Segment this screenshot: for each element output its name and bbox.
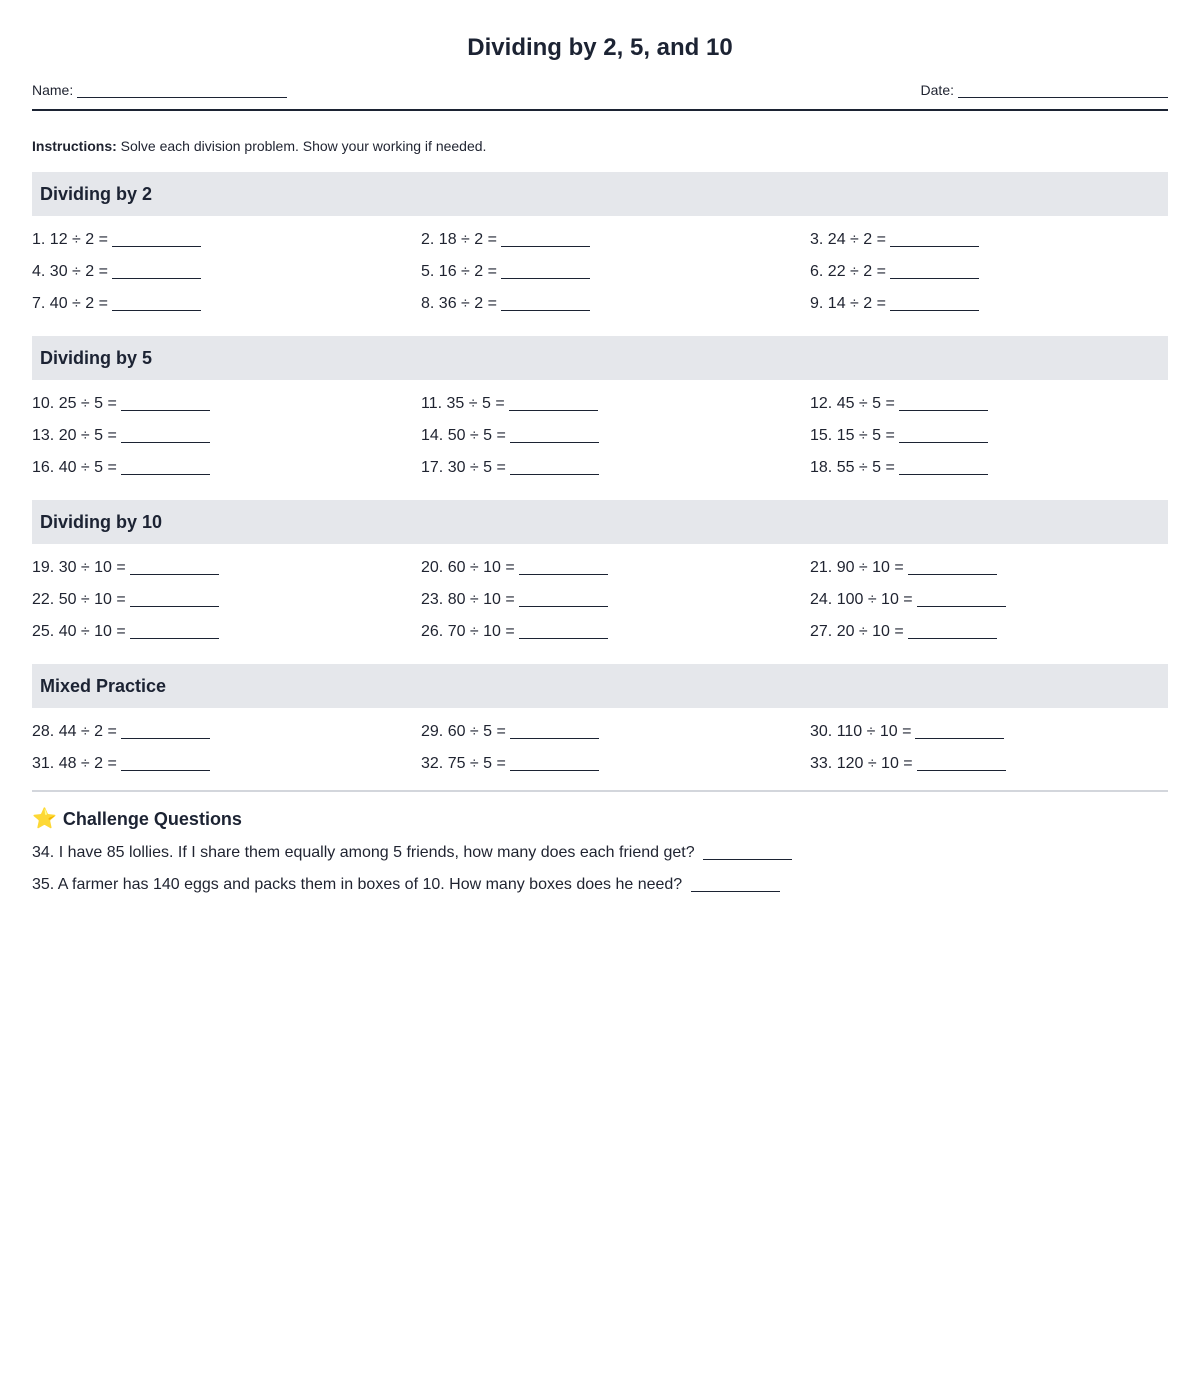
challenge-title: Challenge Questions [62,809,242,829]
divider [32,790,1168,792]
problem-text: 7. 40 ÷ 2 = [32,295,108,312]
answer-blank[interactable] [908,621,997,639]
answer-blank[interactable] [917,589,1006,607]
problem-sections [32,172,1168,790]
problem-text: 2. 18 ÷ 2 = [421,231,497,248]
problem-item [32,457,421,489]
problem-text: 13. 20 ÷ 5 = [32,427,117,444]
problem-item [32,261,421,293]
answer-blank[interactable] [501,229,590,247]
problem-grid [32,708,1168,785]
answer-blank[interactable] [899,425,988,443]
answer-blank[interactable] [890,293,979,311]
answer-blank[interactable] [510,425,599,443]
problem-text: 17. 30 ÷ 5 = [421,459,506,476]
answer-blank[interactable] [915,721,1004,739]
section-spacer [32,653,1168,664]
problem-text: 23. 80 ÷ 10 = [421,591,515,608]
problem-item [421,557,810,589]
section-header: Dividing by 2 [32,172,1168,216]
problem-grid [32,544,1168,653]
section-spacer [32,325,1168,336]
problem-text: 19. 30 ÷ 10 = [32,559,126,576]
challenge-question-text: 35. A farmer has 140 eggs and packs them in boxes of 10. How many boxes does he need? [32,876,683,893]
problem-text: 30. 110 ÷ 10 = [810,723,912,740]
problem-text: 6. 22 ÷ 2 = [810,263,886,280]
answer-blank[interactable] [501,293,590,311]
problem-text: 8. 36 ÷ 2 = [421,295,497,312]
problem-text: 18. 55 ÷ 5 = [810,459,895,476]
problem-text: 24. 100 ÷ 10 = [810,591,913,608]
name-label: Name: [32,82,74,98]
problem-text: 12. 45 ÷ 5 = [810,395,895,412]
problem-item [810,753,1168,785]
problem-grid [32,216,1168,325]
problem-item [421,753,810,785]
challenge-heading [32,806,1168,832]
answer-blank[interactable] [519,557,608,575]
name-blank[interactable] [77,79,287,98]
answer-blank[interactable] [121,425,210,443]
problem-grid [32,380,1168,489]
problem-text: 5. 16 ÷ 2 = [421,263,497,280]
problem-item [810,721,1168,753]
problem-item [810,261,1168,293]
problem-item [32,589,421,621]
answer-blank[interactable] [509,393,598,411]
problem-item [810,457,1168,489]
problem-item [810,621,1168,653]
problem-item [810,557,1168,589]
section-header: Dividing by 10 [32,500,1168,544]
answer-blank[interactable] [130,589,219,607]
problem-text: 26. 70 ÷ 10 = [421,623,515,640]
problem-text: 3. 24 ÷ 2 = [810,231,886,248]
problem-text: 20. 60 ÷ 10 = [421,559,515,576]
answer-blank[interactable] [917,753,1006,771]
answer-blank[interactable] [519,621,608,639]
problem-text: 4. 30 ÷ 2 = [32,263,108,280]
answer-blank[interactable] [501,261,590,279]
problem-item [32,425,421,457]
problem-item [421,589,810,621]
problem-item [421,229,810,261]
answer-blank[interactable] [899,393,988,411]
answer-blank[interactable] [691,874,780,892]
star-icon: ⭐ [32,808,57,830]
name-date-row [32,63,1168,111]
worksheet [32,0,1168,906]
instructions-text: Solve each division problem. Show your working if needed. [120,138,487,154]
problem-text: 27. 20 ÷ 10 = [810,623,904,640]
answer-blank[interactable] [121,393,210,411]
problem-item [810,425,1168,457]
problem-item [810,589,1168,621]
answer-blank[interactable] [112,229,201,247]
problem-item [810,229,1168,261]
name-field [32,79,287,98]
problem-item [421,425,810,457]
problem-text: 22. 50 ÷ 10 = [32,591,126,608]
answer-blank[interactable] [510,753,599,771]
problem-item [421,261,810,293]
problem-item [421,621,810,653]
problem-text: 9. 14 ÷ 2 = [810,295,886,312]
answer-blank[interactable] [890,261,979,279]
answer-blank[interactable] [112,293,201,311]
challenge-question [32,874,1168,906]
problem-item [32,753,421,785]
answer-blank[interactable] [519,589,608,607]
answer-blank[interactable] [510,457,599,475]
answer-blank[interactable] [703,842,792,860]
challenge-question [32,842,1168,874]
problem-text: 16. 40 ÷ 5 = [32,459,117,476]
answer-blank[interactable] [121,721,210,739]
answer-blank[interactable] [121,457,210,475]
instructions [32,136,1168,156]
answer-blank[interactable] [510,721,599,739]
problem-item [810,293,1168,325]
problem-item [32,393,421,425]
date-blank[interactable] [958,79,1168,98]
problem-text: 32. 75 ÷ 5 = [421,755,506,772]
problem-item [421,393,810,425]
answer-blank[interactable] [890,229,979,247]
problem-text: 15. 15 ÷ 5 = [810,427,895,444]
problem-text: 1. 12 ÷ 2 = [32,231,108,248]
problem-item [32,621,421,653]
challenge-question-text: 34. I have 85 lollies. If I share them equally among 5 friends, how many does each friend get? [32,844,695,861]
date-field [921,79,1168,98]
instructions-label: Instructions: [32,138,117,154]
answer-blank[interactable] [130,621,219,639]
challenge-list [32,842,1168,906]
section-spacer [32,489,1168,500]
answer-blank[interactable] [112,261,201,279]
problem-text: 31. 48 ÷ 2 = [32,755,117,772]
problem-text: 11. 35 ÷ 5 = [421,395,505,412]
problem-item [32,293,421,325]
section-header: Mixed Practice [32,664,1168,708]
problem-item [421,457,810,489]
problem-item [810,393,1168,425]
page-title: Dividing by 2, 5, and 10 [467,34,733,61]
problem-text: 33. 120 ÷ 10 = [810,755,913,772]
answer-blank[interactable] [899,457,988,475]
answer-blank[interactable] [908,557,997,575]
answer-blank[interactable] [130,557,219,575]
problem-text: 10. 25 ÷ 5 = [32,395,117,412]
date-label: Date: [920,82,954,98]
problem-text: 29. 60 ÷ 5 = [421,723,506,740]
problem-text: 28. 44 ÷ 2 = [32,723,117,740]
answer-blank[interactable] [121,753,210,771]
problem-item [421,721,810,753]
problem-item [32,229,421,261]
problem-item [421,293,810,325]
problem-text: 21. 90 ÷ 10 = [810,559,904,576]
problem-item [32,557,421,589]
problem-text: 25. 40 ÷ 10 = [32,623,126,640]
section-header: Dividing by 5 [32,336,1168,380]
problem-item [32,721,421,753]
problem-text: 14. 50 ÷ 5 = [421,427,506,444]
